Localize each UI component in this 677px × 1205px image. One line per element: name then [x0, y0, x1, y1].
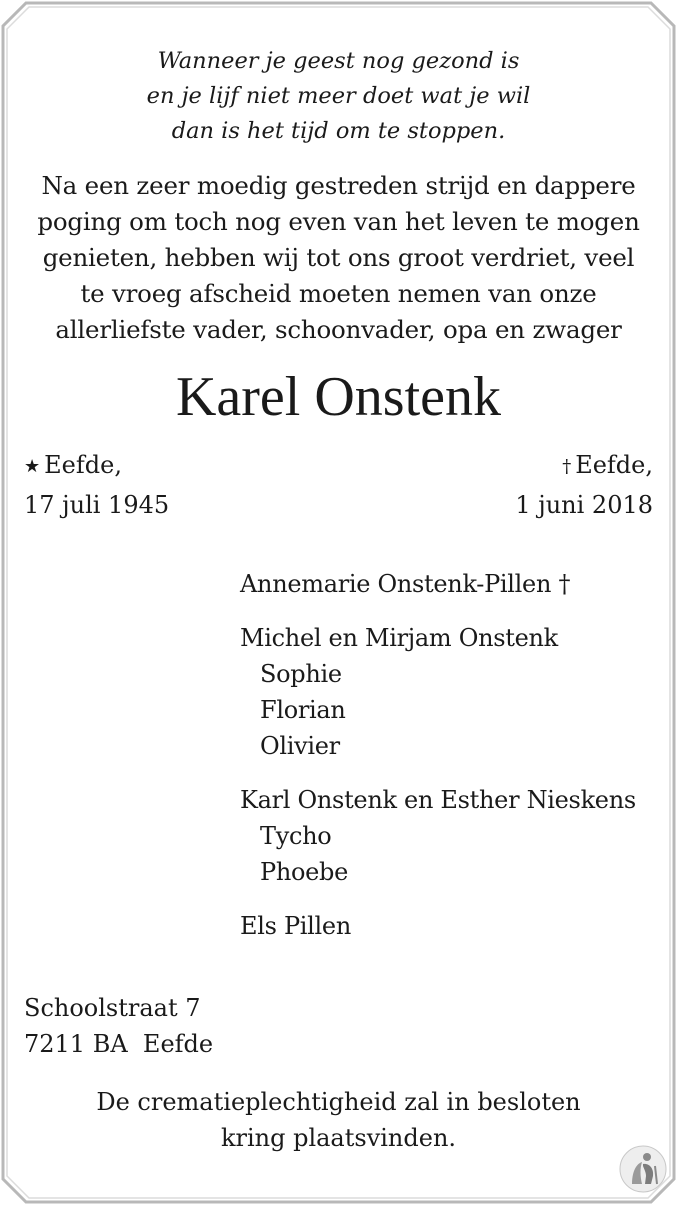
family-member: Karl Onstenk en Esther Nieskens — [240, 786, 636, 814]
family-group — [240, 908, 636, 944]
family-group — [240, 782, 636, 890]
family-list — [240, 566, 636, 962]
address-city: 7211 BA Eefde — [24, 1030, 214, 1058]
family-member: Michel en Mirjam Onstenk — [240, 624, 558, 652]
poem — [0, 44, 677, 149]
intro-line: poging om toch nog even van het leven te mogen — [37, 207, 640, 236]
birth-date: 17 juli 1945 — [24, 491, 170, 519]
family-member: Annemarie Onstenk-Pillen † — [240, 570, 571, 598]
death-cross-icon: † — [562, 456, 572, 477]
poem-line: en je lijf niet meer doet wat je wil — [146, 83, 531, 109]
grandchild: Tycho — [260, 822, 332, 850]
birth-info — [24, 446, 169, 524]
family-group — [240, 566, 636, 602]
grandchild: Phoebe — [260, 858, 349, 886]
family-group — [240, 620, 636, 764]
death-info — [515, 446, 653, 524]
memorial-figure-icon — [618, 1144, 668, 1194]
intro-line: te vroeg afscheid moeten nemen van onze — [80, 279, 597, 308]
intro-line: Na een zeer moedig gestreden strijd en dappere — [41, 171, 636, 200]
family-member: Els Pillen — [240, 912, 351, 940]
grandchild: Florian — [260, 696, 346, 724]
intro-line: genieten, hebben wij tot ons groot verdriet, veel — [42, 243, 635, 272]
birth-star-icon: ★ — [24, 456, 41, 477]
poem-line: Wanneer je geest nog gezond is — [157, 48, 520, 74]
closing-line: De crematieplechtigheid zal in besloten — [96, 1088, 581, 1116]
grandchild: Sophie — [260, 660, 342, 688]
address-street: Schoolstraat 7 — [24, 994, 201, 1022]
birth-place: Eefde, — [44, 451, 122, 479]
death-place: Eefde, — [575, 451, 653, 479]
deceased-name: Karel Onstenk — [175, 366, 501, 428]
closing-line: kring plaatsvinden. — [220, 1124, 457, 1152]
intro-line: allerliefste vader, schoonvader, opa en zwager — [55, 315, 622, 344]
death-date: 1 juni 2018 — [515, 491, 653, 519]
address — [24, 990, 213, 1062]
poem-line: dan is het tijd om te stoppen. — [171, 118, 506, 144]
grandchild: Olivier — [260, 732, 340, 760]
closing-text — [0, 1084, 677, 1156]
intro-text — [0, 168, 677, 348]
